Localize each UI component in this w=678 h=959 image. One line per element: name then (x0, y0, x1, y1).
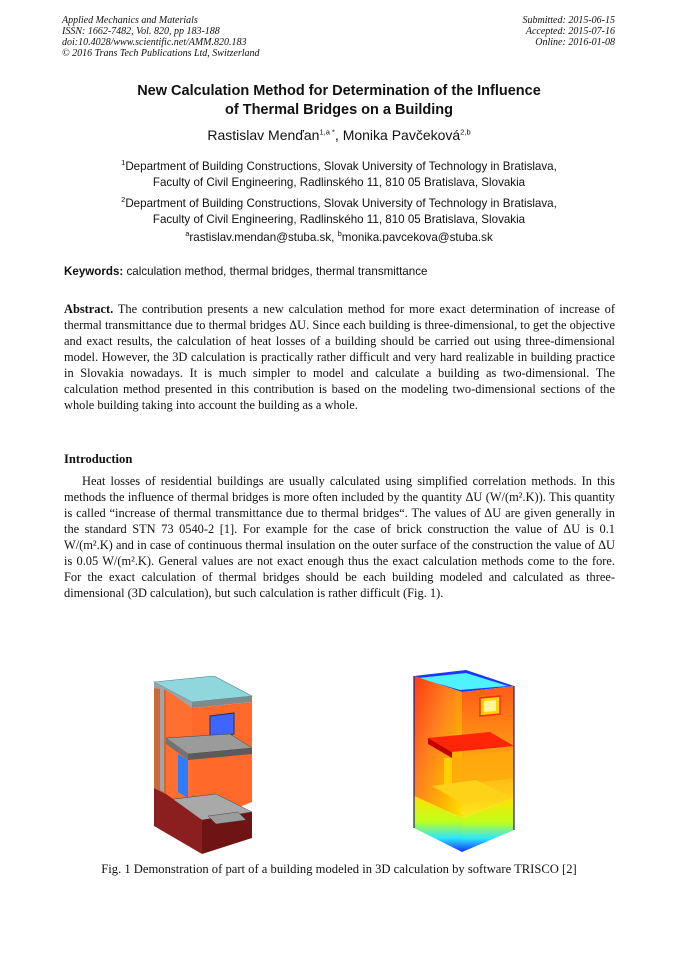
figure-caption: Fig. 1 Demonstration of part of a building modeled in 3D calculation by software TRISCO [2] (101, 862, 577, 876)
email-b: monika.pavcekova@stuba.sk (341, 230, 493, 244)
section-heading-introduction: Introduction (64, 452, 133, 466)
introduction-paragraph: Heat losses of residential buildings are usually calculated using simplified correlation methods. In this methods the influence of thermal bridges is more often included by the quantity ΔU (W/(m².K)). This quantity is called “increase of thermal transmittance due to thermal bridges“. The values of ΔU are given generally in the standard STN 73 0540-2 [1]. For example for the case of brick construction the value of ΔU is 0.1 W/(m².K) and in case of continuous thermal insulation on the outer surface of the construction the value of ΔU is 0.05 W/(m².K). General values are not exact enough thus the exact calculation methods come to the fore. For the exact calculation of thermal bridges should be each building modeled and calculated as three-dimensional (3D calculation), but such calculation is rather difficult (Fig. 1). (64, 474, 615, 600)
submission-dates (523, 15, 616, 48)
affiliation-2-line-2: Faculty of Civil Engineering, Radlinského 11, 810 05 Bratislava, Slovakia (152, 212, 526, 226)
author-1: Rastislav Menďan (207, 127, 320, 143)
affiliation-1 (0, 155, 678, 191)
affiliation-1-sup: 1 (121, 158, 126, 167)
author-emails (0, 229, 678, 244)
accepted-date: Accepted: 2015-07-16 (525, 26, 615, 37)
email-a: rastislav.mendan@stuba.sk (189, 230, 332, 244)
submitted-date: Submitted: 2015-06-15 (522, 15, 615, 26)
author-separator: , (334, 127, 343, 143)
author-1-sup: 1,a * (319, 127, 335, 137)
author-2-sup: 2,b (460, 127, 471, 137)
journal-info (62, 15, 260, 59)
keywords-label: Keywords: (64, 265, 124, 278)
abstract (64, 301, 615, 413)
paper-title (0, 82, 678, 120)
online-date: Online: 2016-01-08 (535, 37, 615, 48)
email-separator: , (331, 230, 338, 244)
journal-name: Applied Mechanics and Materials (62, 15, 198, 26)
building-3d-model-figure (148, 676, 290, 856)
title-line-2: of Thermal Bridges on a Building (225, 102, 453, 118)
abstract-text: The contribution presents a new calculation method for more exact determination of increase of thermal transmittance due to thermal bridges ΔU. Since each building is three-dimensional, to get the objective and exact results, the calculation of heat losses of a building should be carried out using three-dimensional model. However, the 3D calculation is practically rather difficult and very hard realizable in building practice in Slovakia nowadays. It is much simpler to model and calculate a building as two-dimensional. The calculation method presented in this contribution is based on the modeling two-dimensional sections of the whole building taking into account the building as a whole. (64, 302, 615, 412)
authors (0, 127, 678, 143)
keywords (64, 265, 427, 278)
affiliation-1-line-1: Department of Building Constructions, Slovak University of Technology in Bratislava, (125, 159, 557, 173)
author-2: Monika Pavčeková (342, 127, 461, 143)
affiliation-2 (0, 192, 678, 228)
journal-doi: doi:10.4028/www.scientific.net/AMM.820.183 (62, 37, 247, 48)
affiliation-2-line-1: Department of Building Constructions, Slovak University of Technology in Bratislava, (125, 196, 557, 210)
journal-issn: ISSN: 1662-7482, Vol. 820, pp 183-188 (62, 26, 220, 37)
email-b-sup: b (337, 229, 342, 238)
journal-copyright: © 2016 Trans Tech Publications Ltd, Switzerland (62, 48, 260, 59)
email-a-sup: a (185, 229, 190, 238)
affiliation-1-line-2: Faculty of Civil Engineering, Radlinského 11, 810 05 Bratislava, Slovakia (152, 175, 526, 189)
thermal-field-figure (410, 668, 522, 854)
abstract-label: Abstract. (64, 302, 114, 316)
keywords-text: calculation method, thermal bridges, thermal transmittance (123, 265, 428, 278)
affiliation-2-sup: 2 (121, 195, 126, 204)
title-line-1: New Calculation Method for Determination of the Influence (137, 83, 541, 99)
